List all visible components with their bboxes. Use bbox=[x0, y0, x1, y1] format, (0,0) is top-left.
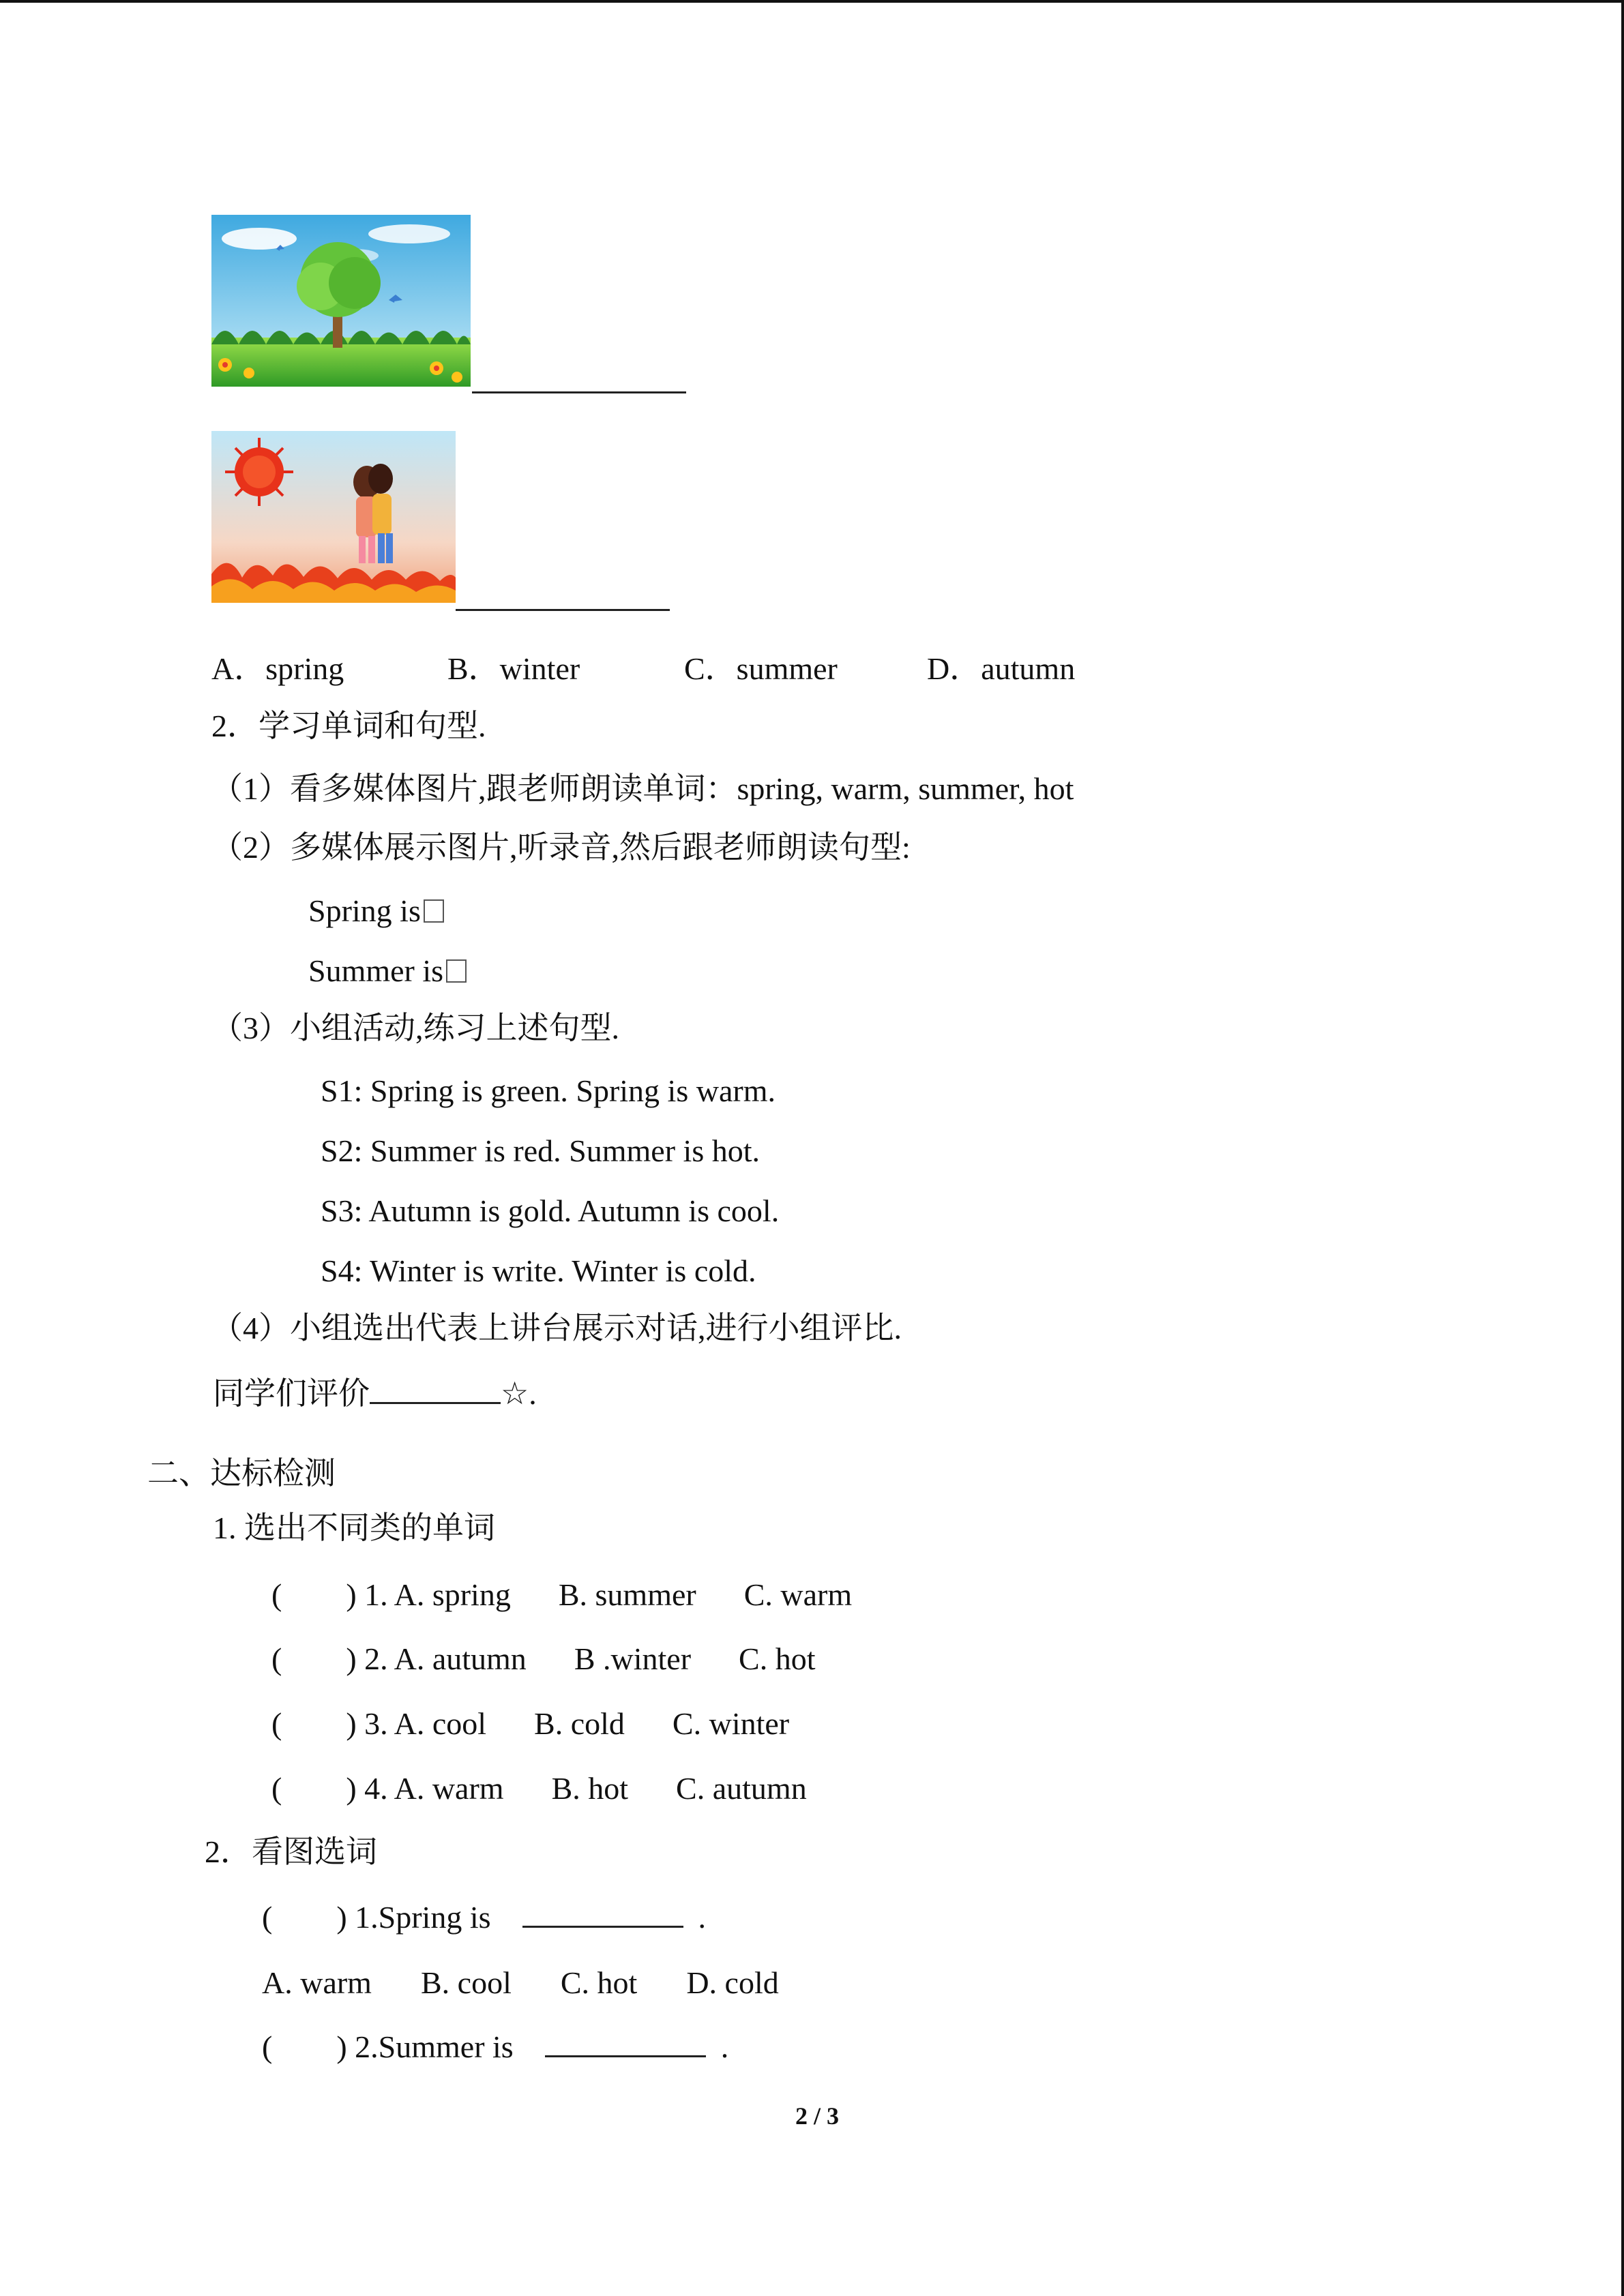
option-a: ) 4. A. warm bbox=[346, 1771, 504, 1806]
option-a: ) 2. A. autumn bbox=[346, 1641, 527, 1676]
step2-item-3: （3）小组活动,练习上述句型. bbox=[211, 1011, 619, 1045]
part2-options bbox=[262, 1964, 779, 2002]
pattern-summer-text: Summer is bbox=[308, 953, 444, 988]
option-b: B. hot bbox=[551, 1771, 629, 1806]
option-b: B. cold bbox=[534, 1706, 625, 1741]
pattern-spring-text: Spring is bbox=[308, 893, 421, 928]
dialogue-line: S3: Autumn is gold. Autumn is cool. bbox=[321, 1193, 780, 1228]
answer-paren[interactable]: ( bbox=[262, 1900, 273, 1935]
answer-line-1[interactable] bbox=[472, 391, 686, 393]
part1-question-1 bbox=[271, 1576, 852, 1614]
answer-line-2[interactable] bbox=[456, 609, 670, 611]
answer-paren[interactable]: ( bbox=[271, 1641, 282, 1676]
option-d: D. cold bbox=[686, 1965, 779, 2000]
option-c: C. warm bbox=[743, 1577, 853, 1612]
right-border bbox=[1621, 0, 1624, 2296]
option-c: C. winter bbox=[672, 1706, 790, 1741]
option-a: A. warm bbox=[262, 1965, 372, 2000]
period: . bbox=[698, 1900, 707, 1935]
answer-blank[interactable] bbox=[522, 1898, 683, 1928]
option-c: C. hot bbox=[560, 1965, 638, 2000]
question-text: ) 1.Spring is bbox=[336, 1900, 491, 1935]
dialogue-line: S2: Summer is red. Summer is hot. bbox=[321, 1133, 760, 1168]
page-number: 2 / 3 bbox=[795, 2102, 840, 2130]
option-a: A．spring bbox=[211, 651, 344, 686]
section2-title: 二、达标检测 bbox=[147, 1456, 336, 1491]
top-border bbox=[0, 0, 1624, 3]
answer-paren[interactable]: ( bbox=[271, 1771, 282, 1806]
part2-question-1 bbox=[262, 1898, 706, 1937]
evaluation-label: 同学们评价 bbox=[213, 1376, 370, 1411]
option-c: C. autumn bbox=[676, 1771, 807, 1806]
part1-title: 1. 选出不同类的单词 bbox=[213, 1510, 495, 1545]
answer-paren[interactable]: ( bbox=[262, 2029, 273, 2064]
placeholder-box bbox=[446, 959, 467, 983]
option-a: ) 1. A. spring bbox=[346, 1577, 511, 1612]
answer-paren[interactable]: ( bbox=[271, 1706, 282, 1741]
placeholder-box bbox=[424, 899, 444, 923]
part2-question-2 bbox=[262, 2028, 728, 2066]
period: . bbox=[720, 2029, 729, 2064]
dialogue-line: S1: Spring is green. Spring is warm. bbox=[321, 1073, 776, 1108]
option-b: B .winter bbox=[574, 1641, 692, 1676]
option-a: ) 3. A. cool bbox=[346, 1706, 487, 1741]
evaluation-blank[interactable] bbox=[370, 1375, 501, 1404]
dialogue-line: S4: Winter is write. Winter is cold. bbox=[321, 1253, 756, 1288]
part1-question-4 bbox=[271, 1770, 807, 1808]
evaluation-line bbox=[213, 1375, 537, 1413]
pattern-spring bbox=[308, 892, 444, 930]
pattern-summer bbox=[308, 952, 467, 990]
option-b: B. cool bbox=[420, 1965, 512, 2000]
part2-title: 2．看图选词 bbox=[205, 1834, 377, 1869]
option-b: B. summer bbox=[558, 1577, 696, 1612]
part1-question-2 bbox=[271, 1640, 815, 1678]
answer-paren[interactable]: ( bbox=[271, 1577, 282, 1612]
spring-picture bbox=[211, 215, 471, 387]
summer-picture bbox=[211, 431, 456, 603]
option-d: D．autumn bbox=[927, 651, 1076, 686]
step2-item-1: （1）看多媒体图片,跟老师朗读单词：spring, warm, summer, hot bbox=[211, 771, 1074, 806]
step2-item-4: （4）小组选出代表上讲台展示对话,进行小组评比. bbox=[211, 1311, 902, 1345]
step2-item-2: （2）多媒体展示图片,听录音,然后跟老师朗读句型: bbox=[211, 830, 911, 865]
part1-question-3 bbox=[271, 1705, 789, 1743]
option-c: C．summer bbox=[684, 651, 838, 686]
step2-title: 2．学习单词和句型. bbox=[211, 709, 486, 743]
option-b: B．winter bbox=[447, 651, 580, 686]
star-icon: ☆. bbox=[501, 1376, 537, 1411]
answer-blank[interactable] bbox=[545, 2028, 706, 2057]
option-c: C. hot bbox=[739, 1641, 816, 1676]
question-text: ) 2.Summer is bbox=[336, 2029, 514, 2064]
